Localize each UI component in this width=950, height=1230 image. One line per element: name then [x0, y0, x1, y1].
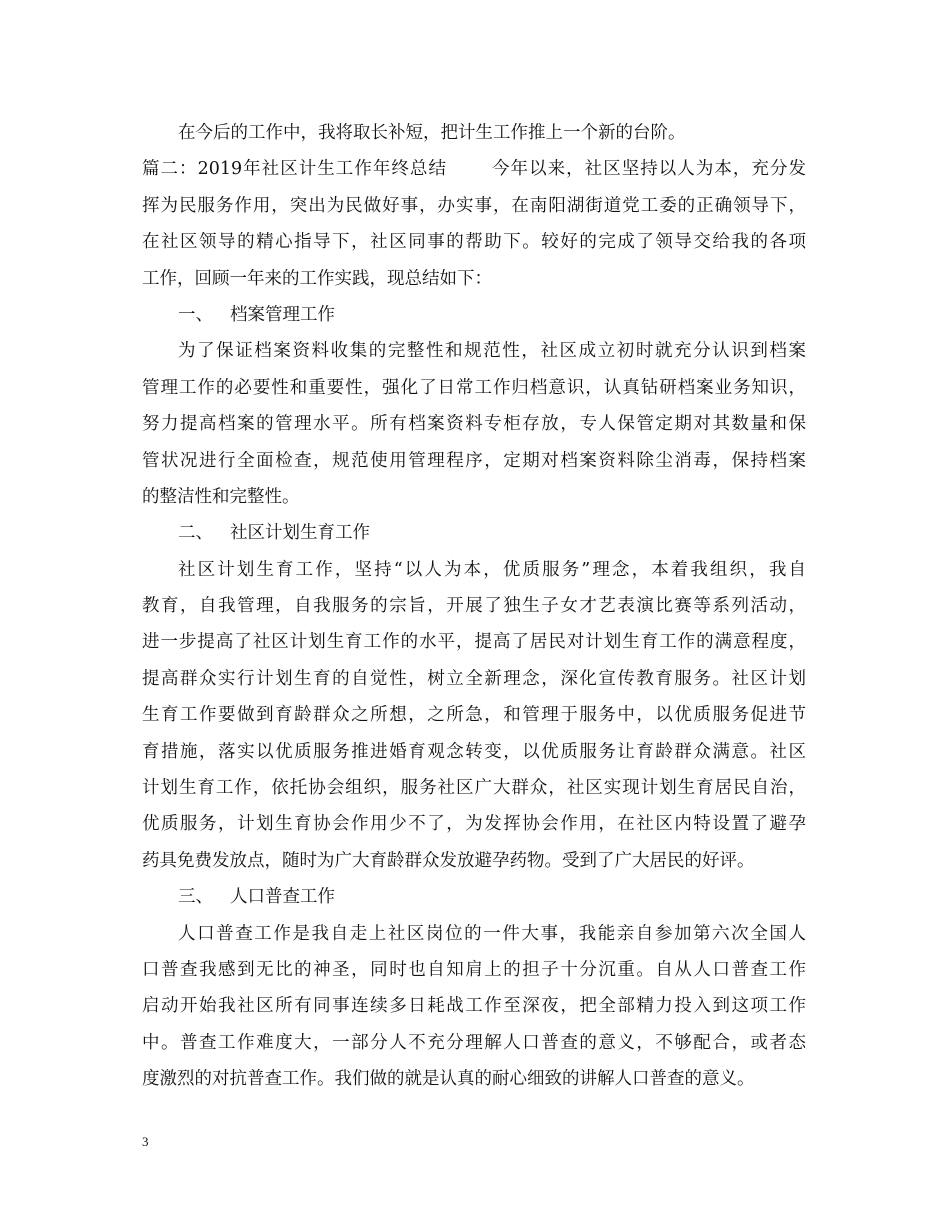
paragraph-line: 启动开始我社区所有同事连续多日耗战工作至深夜，把全部精力投入到这项工作: [142, 996, 806, 1017]
paragraph-line: 口普查我感到无比的神圣，同时也自知肩上的担子十分沉重。自从人口普查工作: [142, 959, 806, 980]
paragraph-line: 生育工作要做到育龄群众之所想，之所急，和管理于服务中，以优质服务促进节: [142, 705, 806, 726]
paragraph-line: 教育，自我管理，自我服务的宗旨，开展了独生子女才艺表演比赛等系列活动，: [142, 596, 806, 617]
paragraph-line: 挥为民服务作用，突出为民做好事，办实事，在南阳湖街道党工委的正确领导下，: [142, 195, 806, 216]
paragraph-line: 中。普查工作难度大，一部分人不充分理解人口普查的意义，不够配合，或者态: [142, 1032, 806, 1053]
paragraph-line: 药具免费发放点，随时为广大育龄群众发放避孕药物。受到了广大居民的好评。: [142, 850, 755, 871]
document-body: [142, 115, 806, 1098]
heading-number: 一、: [178, 304, 213, 325]
paragraph-line: 人口普查工作是我自走上社区岗位的一件大事，我能亲自参加第六次全国人: [178, 923, 806, 944]
paragraph-line: 努力提高档案的管理水平。所有档案资料专柜存放，专人保管定期对其数量和保: [142, 414, 806, 435]
paragraph-text: 今年以来，社区坚持以人为本，充分发: [490, 159, 806, 180]
paragraph-line: 为了保证档案资料收集的完整性和规范性，社区成立初时就充分认识到档案: [178, 341, 806, 362]
paragraph-line: 优质服务，计划生育协会作用少不了，为发挥协会作用，在社区内特设置了避孕: [142, 814, 806, 835]
paragraph-line: 的整洁性和完整性。: [142, 486, 300, 507]
page-number: 3: [142, 1134, 149, 1149]
section-heading: [142, 515, 806, 551]
paragraph-line: 计划生育工作，依托协会组织，服务社区广大群众，社区实现计划生育居民自治，: [142, 778, 806, 799]
paragraph-line: 度激烈的对抗普查工作。我们做的就是认真的耐心细致的讲解人口普查的意义。: [142, 1069, 755, 1090]
section-title-line: [142, 151, 806, 187]
paragraph-line: 进一步提高了社区计划生育工作的水平，提高了居民对计划生育工作的满意程度，: [142, 632, 806, 653]
heading-number: 三、: [178, 887, 213, 908]
section-heading: [142, 297, 806, 333]
paragraph-line: 管理工作的必要性和重要性，强化了日常工作归档意识，认真钻研档案业务知识，: [142, 377, 806, 398]
heading-title: 档案管理工作: [230, 304, 335, 325]
paragraph-line: 在今后的工作中，我将取长补短，把计生工作推上一个新的台阶。: [178, 123, 686, 143]
article-title: 篇二：2019年社区计生工作年终总结: [142, 159, 447, 180]
paragraph-line: 在社区领导的精心指导下，社区同事的帮助下。较好的完成了领导交给我的各项: [142, 232, 806, 253]
section-heading: [142, 879, 806, 915]
heading-title: 人口普查工作: [230, 887, 335, 908]
paragraph-line: 管状况进行全面检查，规范使用管理程序，定期对档案资料除尘消毒，保持档案: [142, 450, 806, 471]
paragraph-line: 社区计划生育工作，坚持“以人为本，优质服务”理念，本着我组织，我自: [178, 559, 806, 580]
heading-title: 社区计划生育工作: [230, 523, 370, 544]
paragraph-line: 工作，回顾一年来的工作实践，现总结如下：: [142, 268, 492, 289]
paragraph-line: 提高群众实行计划生育的自觉性，树立全新理念，深化宣传教育服务。社区计划: [142, 668, 806, 689]
heading-number: 二、: [178, 523, 213, 544]
paragraph-line: 育措施，落实以优质服务推进婚育观念转变，以优质服务让育龄群众满意。社区: [142, 741, 806, 762]
